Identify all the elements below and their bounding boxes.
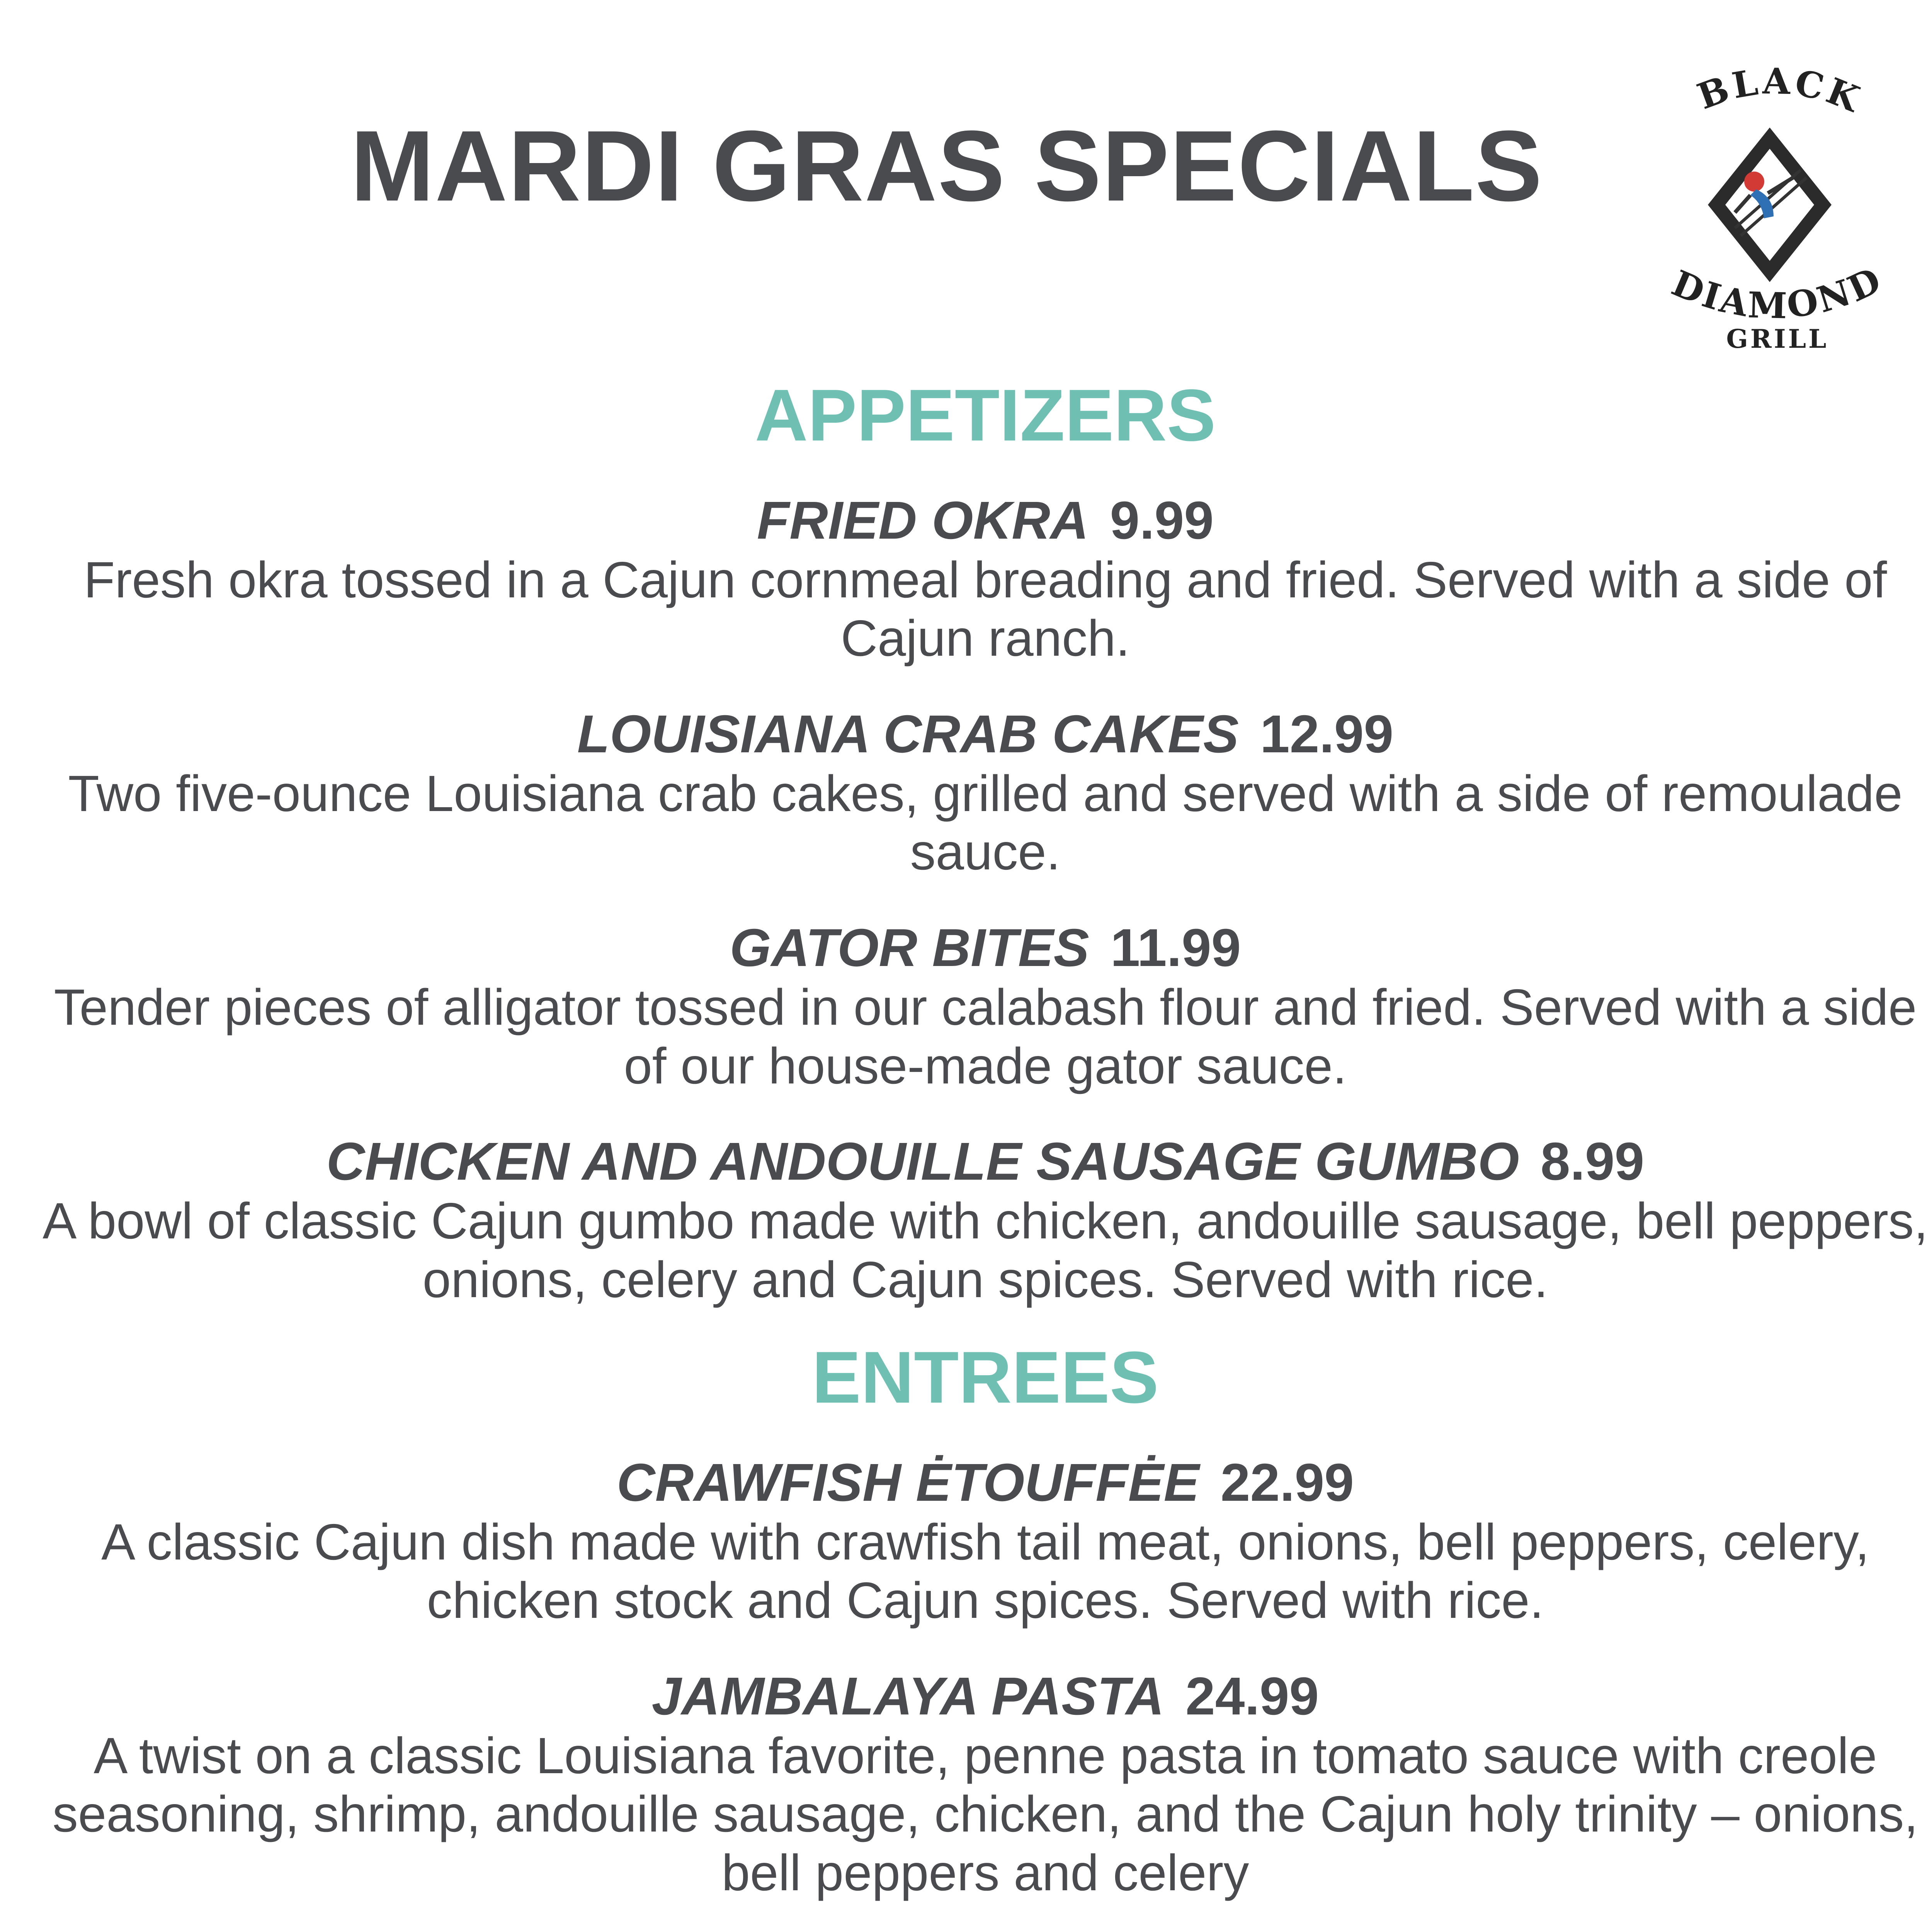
- item-description: Fresh okra tossed in a Cajun cornmeal breading and fried. Served with a side of Cajun ranch.: [83, 551, 1887, 667]
- item-name: JAMBALAYA PASTA: [651, 1667, 1164, 1726]
- menu-item-jambalaya-pasta: [0, 1667, 1932, 1902]
- item-name: GATOR BITES: [730, 918, 1089, 978]
- item-description: Tender pieces of alligator tossed in our calabash flour and fried. Served with a side of our house-made gator sauce.: [54, 978, 1917, 1094]
- black-diamond-grill-logo: [1658, 62, 1897, 355]
- menu-item-crawfish-etouffee: [0, 1453, 1932, 1630]
- item-price: 9.99: [1110, 491, 1214, 550]
- menu-item-louisiana-crab-cakes: [0, 704, 1932, 881]
- section-heading-appetizers: APPETIZERS: [755, 374, 1216, 456]
- item-description: Two five-ounce Louisiana crab cakes, grilled and served with a side of remoulade sauce.: [68, 765, 1903, 881]
- appetizers-section: [0, 374, 1932, 1346]
- item-description: A twist on a classic Louisiana favorite, penne pasta in tomato sauce with creole seasoning, shrimp, andouille sausage, chicken, and the Cajun holy trinity – onions, bell peppers and celery: [52, 1727, 1918, 1901]
- item-description: A classic Cajun dish made with crawfish tail meat, onions, bell peppers, celery, chicken stock and Cajun spices. Served with rice.: [101, 1513, 1869, 1629]
- item-description: A bowl of classic Cajun gumbo made with chicken, andouille sausage, bell peppers, onions, celery and Cajun spices. Served with rice.: [43, 1192, 1928, 1308]
- logo-text-black: BLACK: [1692, 62, 1868, 121]
- svg-text:BLACK: [1692, 62, 1868, 121]
- item-price: 12.99: [1260, 704, 1394, 764]
- item-name: CHICKEN AND ANDOUILLE SAUSAGE GUMBO: [326, 1132, 1519, 1192]
- item-name: FRIED OKRA: [757, 491, 1089, 550]
- entrees-section: [0, 1337, 1932, 1932]
- item-name: LOUISIANA CRAB CAKES: [577, 704, 1239, 764]
- logo-text-grill: GRILL: [1726, 324, 1829, 354]
- item-price: 22.99: [1220, 1453, 1354, 1512]
- logo-text-diamond: DIAMOND: [1666, 258, 1889, 327]
- page-title: MARDI GRAS SPECIALS: [350, 110, 1543, 222]
- menu-item-gator-bites: [0, 918, 1932, 1095]
- menu-item-gumbo: [0, 1132, 1932, 1309]
- item-price: 8.99: [1540, 1132, 1645, 1192]
- section-heading-entrees: ENTREES: [812, 1337, 1159, 1418]
- item-price: 24.99: [1185, 1667, 1319, 1726]
- item-name: CRAWFISH ĖTOUFFĖE: [616, 1453, 1199, 1512]
- item-price: 11.99: [1110, 918, 1241, 978]
- menu-item-fried-okra: [0, 491, 1932, 668]
